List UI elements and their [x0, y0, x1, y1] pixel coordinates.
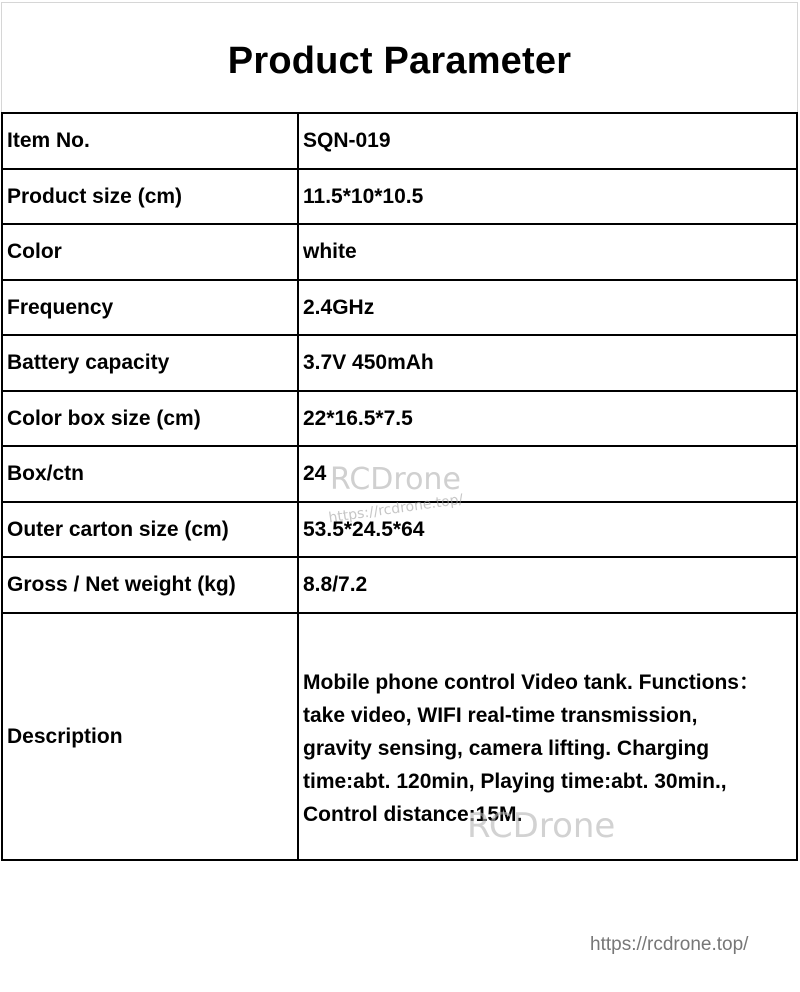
watermark-brand: RCDrone: [330, 462, 461, 497]
description-text: [298, 613, 797, 860]
table-row: [2, 446, 797, 502]
description-line: Mobile phone control Video tank. Functions：: [303, 670, 760, 694]
param-label: Battery capacity: [2, 335, 298, 391]
description-line: Control distance:15M.: [303, 802, 523, 826]
param-value: white: [298, 224, 797, 280]
table-row: [2, 169, 797, 225]
parameter-table: [1, 112, 798, 861]
param-value: 8.8/7.2: [298, 557, 797, 613]
param-value: SQN-019: [298, 113, 797, 169]
description-label: Description: [2, 613, 298, 860]
param-label: Gross / Net weight (kg): [2, 557, 298, 613]
param-value: 2.4GHz: [298, 280, 797, 336]
watermark-url: https://rcdrone.top/: [327, 491, 465, 527]
page-title: Product Parameter: [227, 40, 572, 82]
description-line: take video, WIFI real-time transmission,: [303, 703, 698, 727]
table-row: [2, 391, 797, 447]
title-box: [1, 2, 798, 112]
watermark-brand-lower: RCDrone: [467, 806, 616, 846]
param-label: Color box size (cm): [2, 391, 298, 447]
param-label: Box/ctn: [2, 446, 298, 502]
param-value: 3.7V 450mAh: [298, 335, 797, 391]
param-value: 11.5*10*10.5: [298, 169, 797, 225]
param-label: Outer carton size (cm): [2, 502, 298, 558]
table-row: [2, 557, 797, 613]
footer-url: https://rcdrone.top/: [590, 934, 749, 955]
table-row: [2, 280, 797, 336]
param-label: Item No.: [2, 113, 298, 169]
table-row: [2, 224, 797, 280]
table-row: [2, 502, 797, 558]
param-label: Frequency: [2, 280, 298, 336]
param-value: 22*16.5*7.5: [298, 391, 797, 447]
table-row: [2, 113, 797, 169]
param-value: 24: [298, 446, 797, 502]
table-row: [2, 335, 797, 391]
description-row: [2, 613, 797, 860]
param-value: 53.5*24.5*64: [298, 502, 797, 558]
description-line: gravity sensing, camera lifting. Charging: [303, 736, 710, 760]
description-line: time:abt. 120min, Playing time:abt. 30min.,: [303, 769, 727, 793]
param-label: Color: [2, 224, 298, 280]
param-label: Product size (cm): [2, 169, 298, 225]
product-parameter-sheet: [1, 2, 798, 861]
